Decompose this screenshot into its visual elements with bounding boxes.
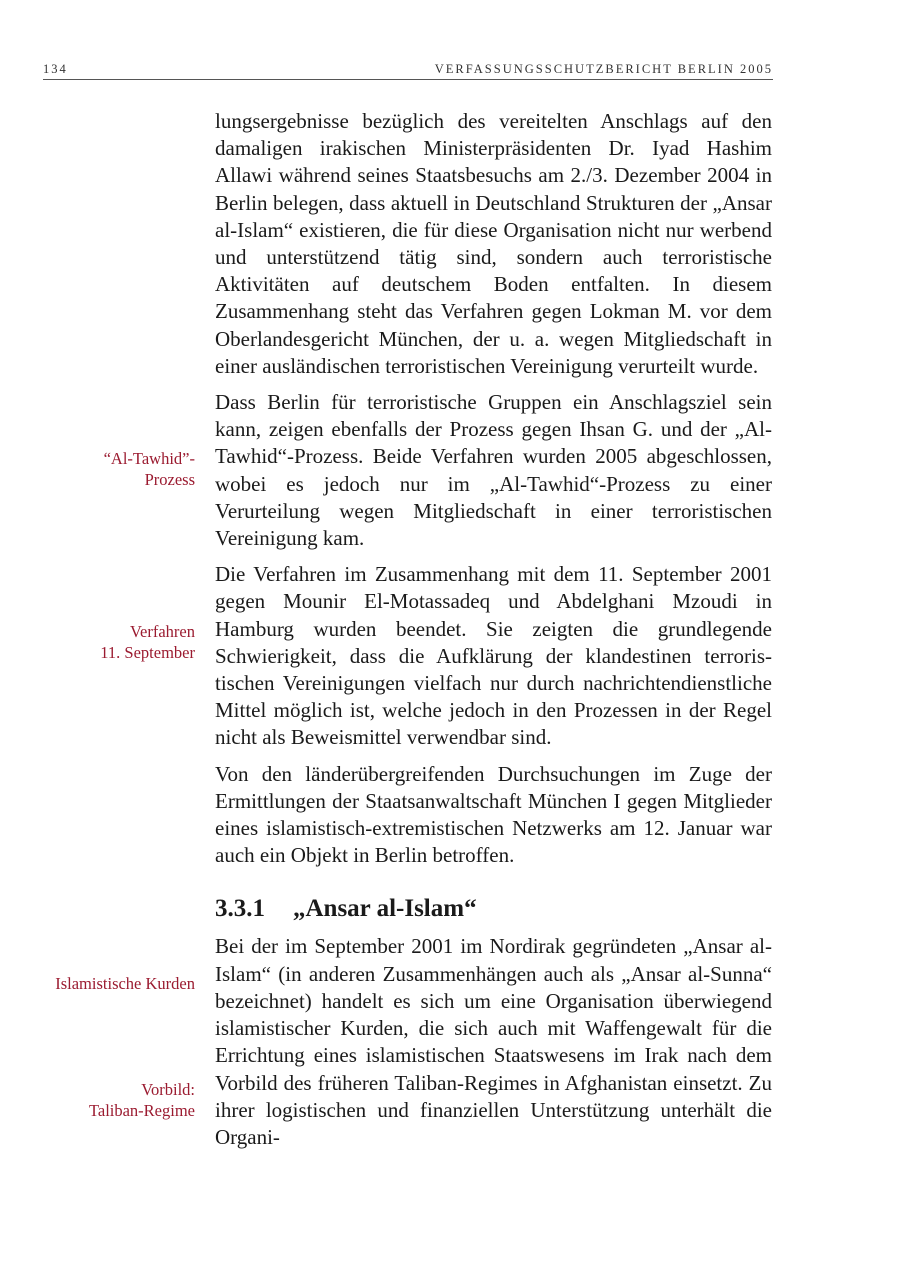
page-header — [43, 62, 773, 80]
paragraph-4: Von den länderübergreifenden Durchsuchungen im Zuge der Ermittlungen der Staatsanwaltschaft München I gegen Mitglieder eines islamistisch-extremistischen Netzwerks am 12. Januar war auch ein Objekt in Berlin betroffen. — [215, 761, 772, 868]
margin-note-al-tawhid — [15, 448, 195, 490]
body-column — [215, 108, 772, 1160]
section-heading — [215, 893, 772, 925]
section-title: „Ansar al-Islam“ — [293, 895, 477, 923]
margin-note-text: Vorbild: Taliban-Regime — [88, 1080, 195, 1120]
paragraph-5: Bei der im September 2001 im Nordirak gegründeten „Ansar al-Islam“ (in anderen Zusammenhängen auch als „Ansar al-Sunna“ bezeichnet) handelt es sich um eine Organisation überwiegend islamistischer Kurden, die sich auch mit Waffengewalt für die Errichtung eines islamistischen Staatswesens im Irak nach dem Vorbild des früheren Taliban-Regimes in Afghanistan einsetzt. Zu ihrer logistischen und finanziellen Unterstützung unterhält die Organi- — [215, 934, 772, 1149]
margin-note-text: Verfahren 11. September — [100, 622, 195, 662]
margin-note-verfahren — [15, 621, 195, 663]
paragraph-2: Dass Berlin für terroristische Gruppen ein Anschlagsziel sein kann, zeigen ebenfalls der Prozess gegen Ihsan G. und der „Al-Tawhid“-Prozess. Beide Verfahren wurden 2005 abgeschlossen, wobei es jedoch nur im „Al-Tawhid“-Prozess zu einer Verurteilung wegen Mitgliedschaft in einer terroristischen Vereinigung kam. — [215, 390, 772, 551]
page-number: 134 — [43, 62, 68, 76]
running-title: VERFASSUNGSSCHUTZBERICHT BERLIN 2005 — [434, 62, 773, 76]
margin-note-vorbild — [15, 1079, 195, 1121]
paragraph-1: lungsergebnisse bezüglich des vereitelten Anschlags auf den damaligen irakischen Ministerpräsidenten Dr. Iyad Hashim Allawi während seines Staatsbesuchs am 2./3. Dezember 2004 in Berlin belegen, dass aktuell in Deutschland Strukturen der „Ansar al-Islam“ existieren, die für diese Organisation nicht nur werbend und unterstützend tätig sind, sondern auch terroristische Aktivitäten auf deutschem Boden entfalten. In diesem Zusammenhang steht das Verfahren gegen Lokman M. vor dem Oberlandesgericht München, der u. a. wegen Mitgliedschaft in einer ausländischen terroristischen Vereinigung verurteilt wurde. — [215, 109, 772, 378]
margin-note-text: “Al-Tawhid”- Prozess — [103, 449, 195, 489]
margin-note-kurden — [15, 973, 195, 994]
margin-note-text: Islamistische Kurden — [55, 974, 195, 993]
paragraph-3: Die Verfahren im Zusammenhang mit dem 11. September 2001 gegen Mounir El-Motassadeq und Abdelghani Mzoudi in Hamburg wurden beendet. Sie zeigten die grundlegende Schwierigkeit, dass die Aufklärung der klandestinen terroristischen Vereinigungen vielfach nur durch nachrichtendienstliche Mittel möglich ist, welche jedoch in den Prozessen in der Regel nicht als Beweismittel verwendbar sind. — [215, 562, 772, 750]
section-number: 3.3.1 — [215, 895, 265, 923]
